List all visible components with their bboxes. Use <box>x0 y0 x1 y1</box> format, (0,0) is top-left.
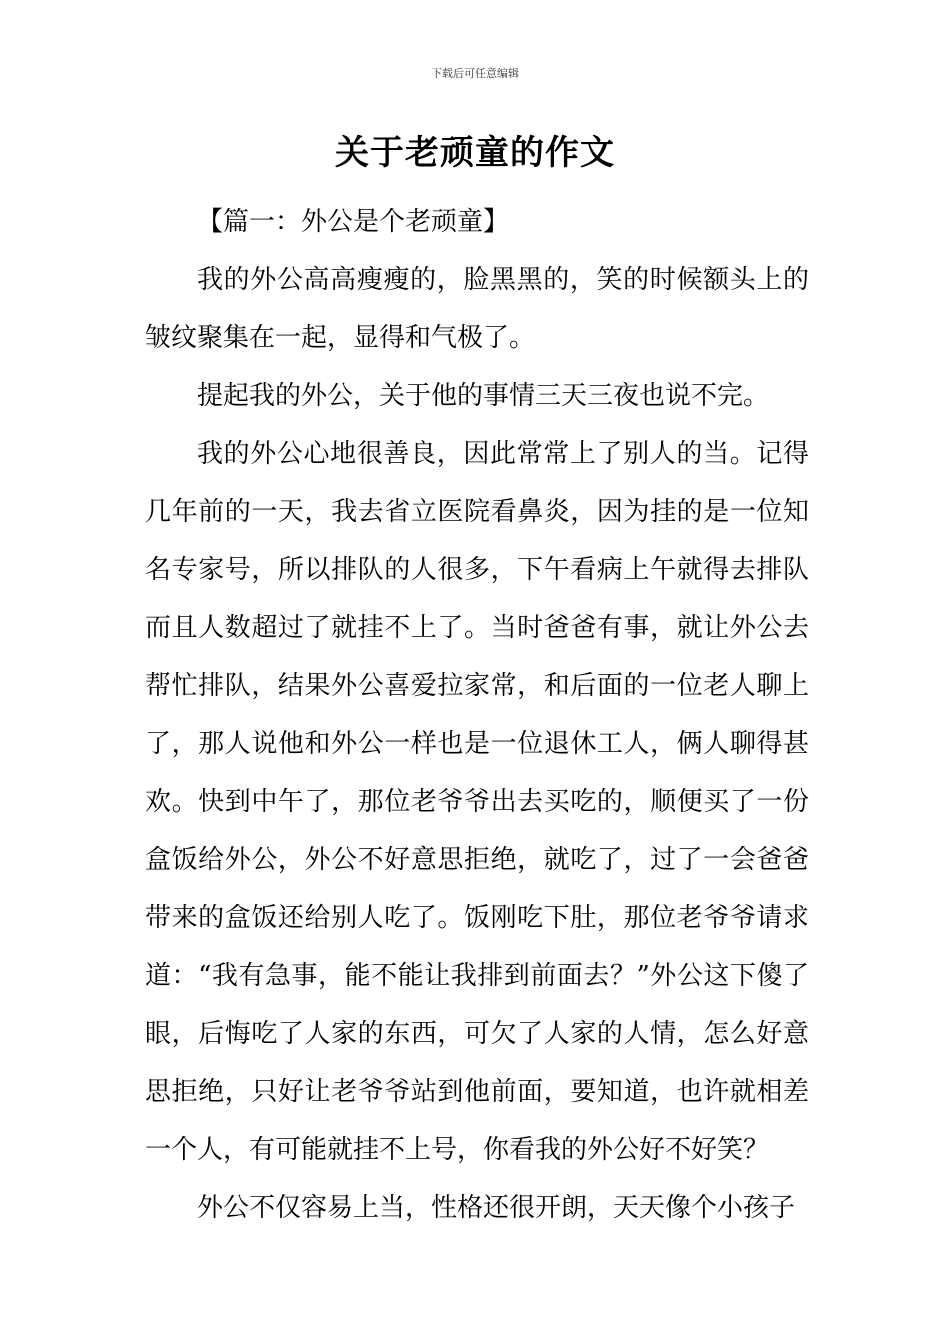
document-body <box>145 193 809 1237</box>
paragraph: 我的外公高高瘦瘦的，脸黑黑的，笑的时候额头上的皱纹聚集在一起，显得和气极了。 <box>145 265 809 353</box>
header-note: 下载后可任意编辑 <box>431 67 519 80</box>
paragraph: 我的外公心地很善良，因此常常上了别人的当。记得几年前的一天，我去省立医院看鼻炎，因为挂的是一位知名专家号，所以排队的人很多，下午看病上午就得去排队而且人数超过了就挂不上了。当时爸爸有事，就让外公去帮忙排队，结果外公喜爱拉家常，和后面的一位老人聊上了，那人说他和外公一样也是一位退休工人，俩人聊得甚欢。快到中午了，那位老爷爷出去买吃的，顺便买了一份盒饭给外公，外公不好意思拒绝，就吃了，过了一会爸爸带来的盒饭还给别人吃了。饭刚吃下肚，那位老爷爷请求道：“我有急事，能不能让我排到前面去？”外公这下傻了眼，后悔吃了人家的东西，可欠了人家的人情，怎么好意思拒绝，只好让老爷爷站到他前面，要知道，也许就相差一个人，有可能就挂不上号，你看我的外公好不好笑？ <box>145 439 809 1165</box>
paragraph: 提起我的外公，关于他的事情三天三夜也说不完。 <box>197 381 770 411</box>
document-title: 关于老顽童的作文 <box>335 133 615 173</box>
paragraph: 外公不仅容易上当，性格还很开朗，天天像个小孩子 <box>197 1193 796 1223</box>
section-heading: 【篇一：外公是个老顽童】 <box>197 207 510 237</box>
